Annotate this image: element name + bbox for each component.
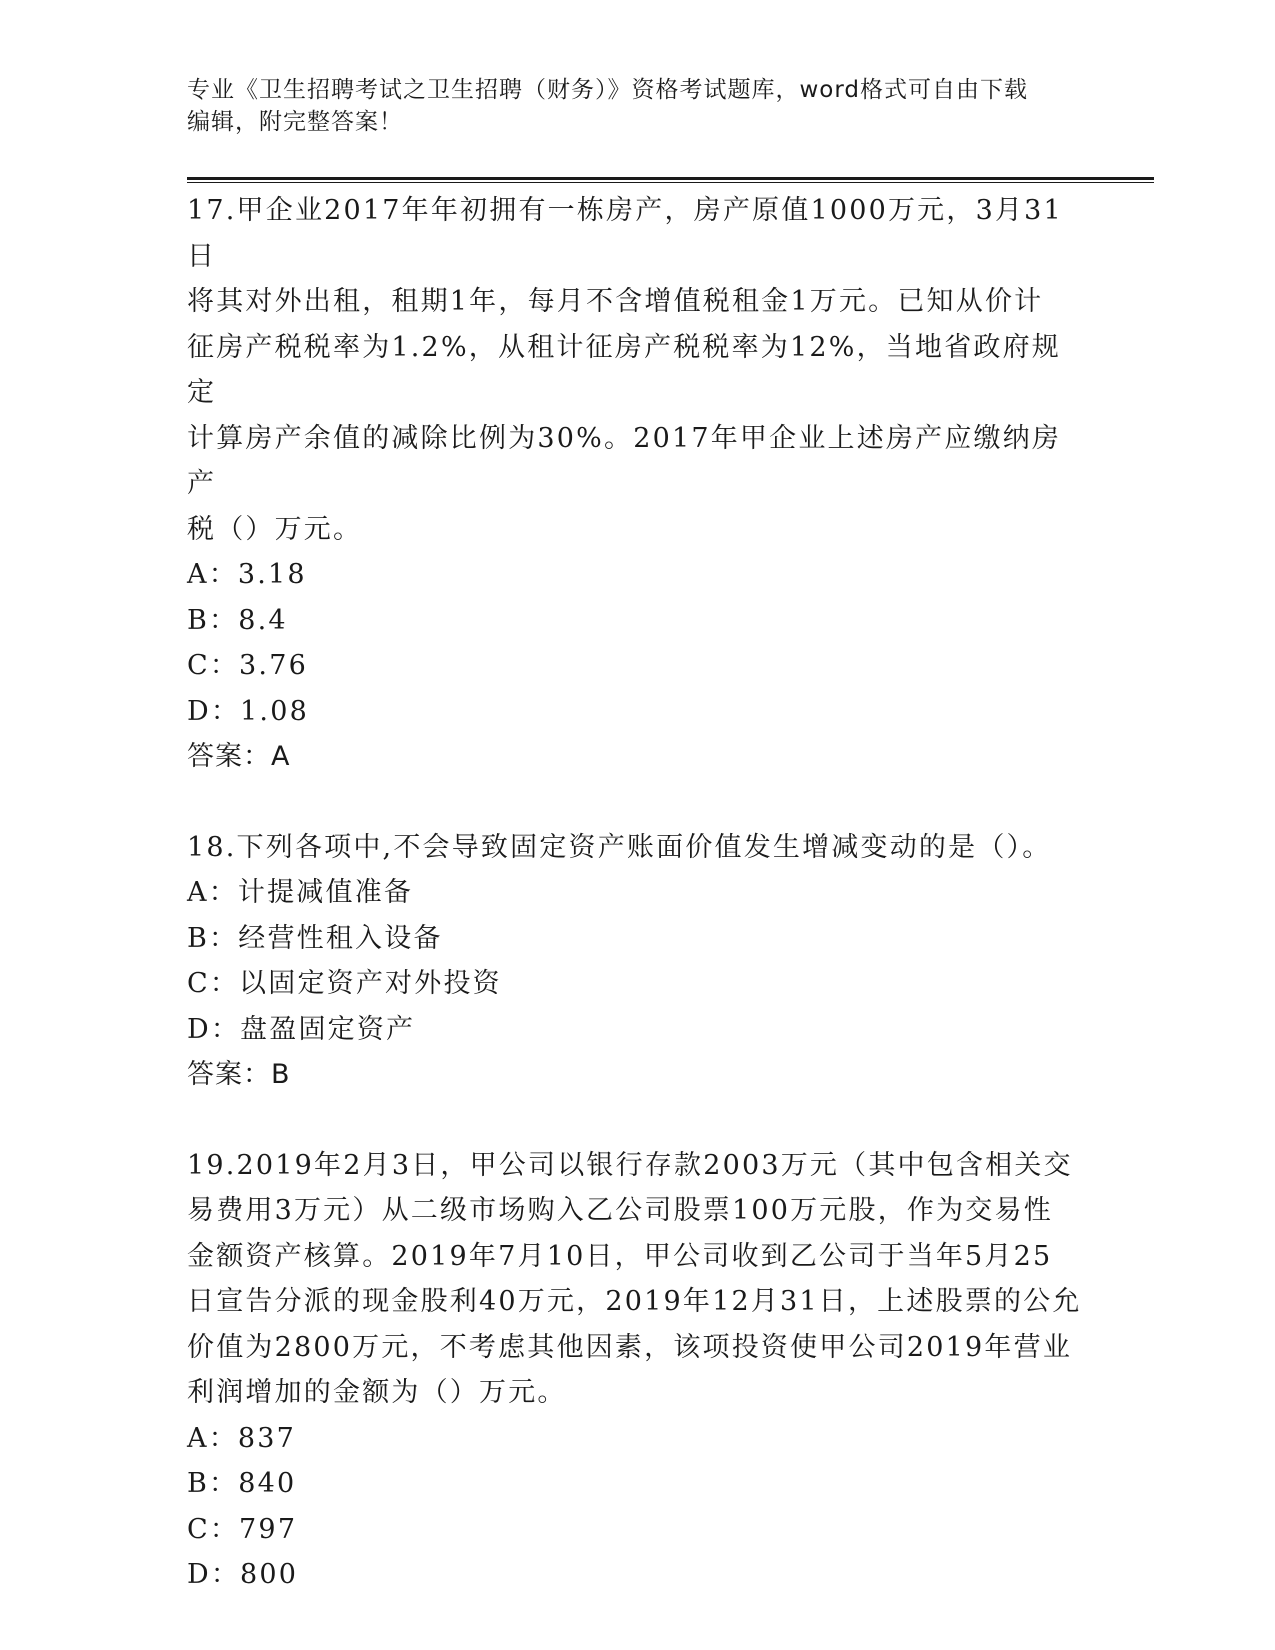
stem-line: 征房产税税率为1.2%，从租计征房产税税率为12%，当地省政府规定 [187, 331, 1062, 408]
stem-line: 金额资产核算。2019年7月10日，甲公司收到乙公司于当年5月25 [187, 1240, 1053, 1272]
stem-line: 税（）万元。 [187, 513, 363, 545]
header-divider-thick [187, 177, 1154, 180]
option-b: B：8.4 [187, 604, 288, 636]
stem-line: 价值为2800万元，不考虑其他因素，该项投资使甲公司2019年营业 [187, 1331, 1073, 1363]
stem-line: 日宣告分派的现金股利40万元，2019年12月31日，上述股票的公允 [187, 1286, 1082, 1317]
document-header [187, 74, 1067, 138]
stem-line: 19.2019年2月3日，甲公司以银行存款2003万元（其中包含相关交 [187, 1149, 1073, 1181]
option-b: B：经营性租入设备 [187, 922, 443, 954]
option-a: A：837 [187, 1422, 297, 1454]
option-d: D：800 [187, 1559, 299, 1590]
option-d: D：盘盈固定资产 [187, 1013, 416, 1045]
question-spacer [187, 1098, 1087, 1143]
header-line: 专业《卫生招聘考试之卫生招聘（财务）》资格考试题库，word格式可自由下载 [187, 77, 1029, 103]
stem-line: 计算房产余值的减除比例为30%。2017年甲企业上述房产应缴纳房产 [187, 422, 1062, 499]
stem-line: 将其对外出租，租期1年，每月不含增值税租金1万元。已知从价计 [187, 286, 1044, 317]
option-a: A：计提减值准备 [187, 877, 414, 908]
answer-line: 答案：B [187, 1059, 291, 1090]
question-17 [187, 188, 1087, 780]
option-c: C：797 [187, 1513, 298, 1545]
question-19 [187, 1143, 1087, 1598]
stem-line: 利润增加的金额为（）万元。 [187, 1377, 567, 1408]
question-spacer [187, 780, 1087, 825]
option-c: C：以固定资产对外投资 [187, 968, 502, 999]
question-18 [187, 825, 1087, 1098]
option-b: B：840 [187, 1468, 297, 1499]
question-stem [187, 825, 1087, 871]
question-list [187, 188, 1087, 1598]
question-stem [187, 188, 1087, 552]
question-stem [187, 1143, 1087, 1416]
stem-line: 易费用3万元）从二级市场购入乙公司股票100万元股，作为交易性 [187, 1195, 1053, 1226]
answer-line: 答案：A [187, 741, 291, 772]
stem-line: 17.甲企业2017年年初拥有一栋房产，房产原值1000万元，3月31日 [187, 195, 1063, 272]
stem-line: 18.下列各项中,不会导致固定资产账面价值发生增减变动的是（）。 [187, 831, 1052, 863]
option-a: A：3.18 [187, 559, 307, 590]
header-divider-thin [187, 182, 1154, 183]
header-line: 编辑，附完整答案！ [187, 109, 403, 135]
option-d: D：1.08 [187, 695, 309, 727]
option-c: C：3.76 [187, 650, 308, 681]
